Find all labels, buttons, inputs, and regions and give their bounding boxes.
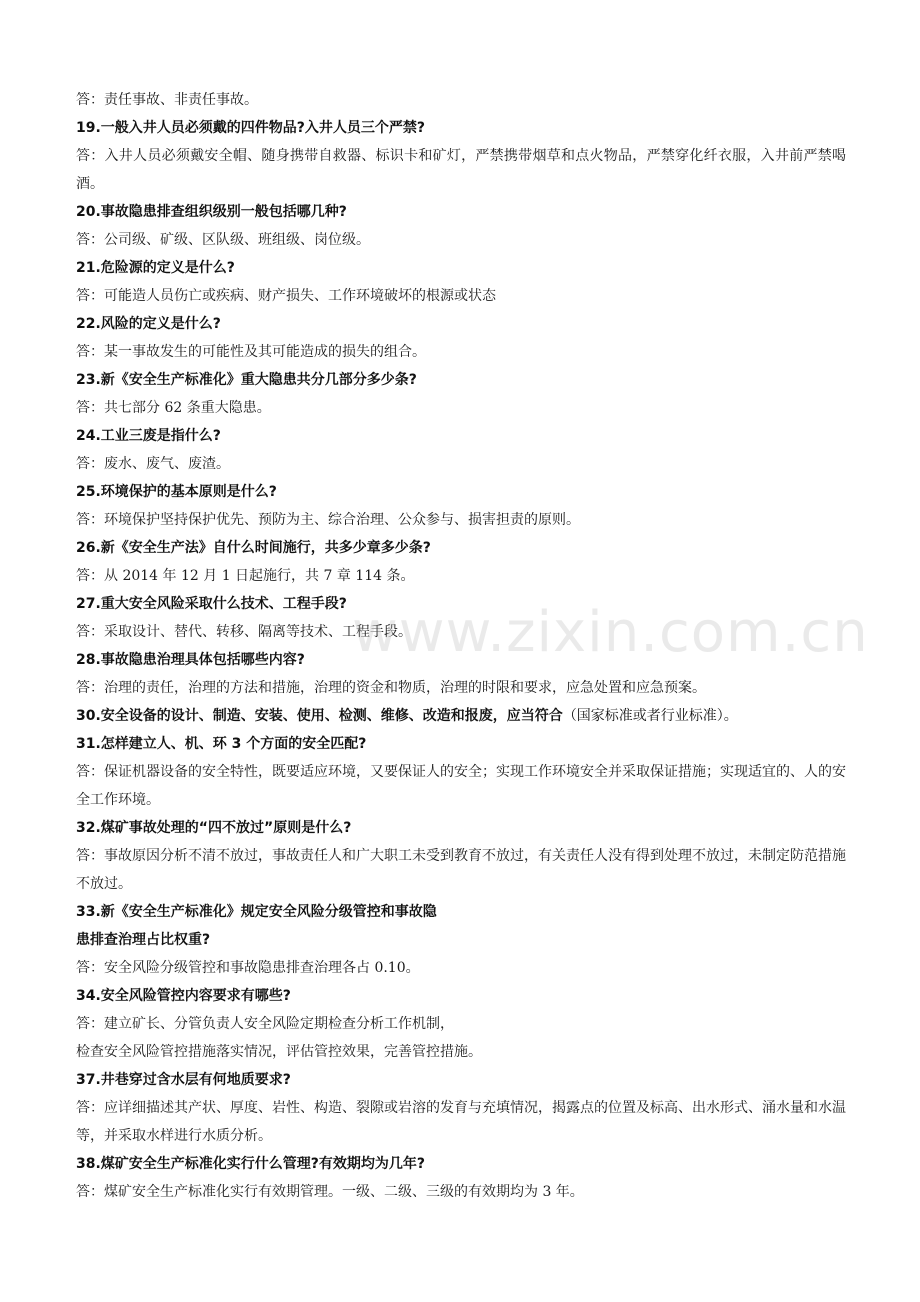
- question-line: 37.井巷穿过含水层有何地质要求?: [76, 1072, 291, 1088]
- document-body: [76, 86, 846, 1206]
- watermark: www.zixin.com.cn: [352, 600, 869, 665]
- question-line: 28.事故隐患治理具体包括哪些内容?: [76, 652, 305, 668]
- answer-line: 检查安全风险管控措施落实情况，评估管控效果，完善管控措施。: [76, 1044, 482, 1060]
- answer-line: 答：从 2014 年 12 月 1 日起施行，共 7 章 114 条。: [76, 568, 415, 584]
- question-line: 31.怎样建立人、机、环 3 个方面的安全匹配?: [76, 736, 367, 752]
- question-line: 33.新《安全生产标准化》规定安全风险分级管控和事故隐: [76, 904, 437, 920]
- answer-line: 答：可能造人员伤亡或疾病、财产损失、工作环境破坏的根源或状态: [76, 288, 496, 304]
- question-line: [76, 702, 846, 730]
- question-line: 26.新《安全生产法》自什么时间施行，共多少章多少条?: [76, 540, 431, 556]
- question-line: 32.煤矿事故处理的“四不放过”原则是什么?: [76, 820, 352, 836]
- question-line: 34.安全风险管控内容要求有哪些?: [76, 988, 291, 1004]
- answer-line: 答：共七部分 62 条重大隐患。: [76, 400, 271, 416]
- answer-line: 答：安全风险分级管控和事故隐患排查治理各占 0.10。: [76, 960, 420, 976]
- question-line: 患排查治理占比权重?: [76, 932, 211, 948]
- answer-line: 答：某一事故发生的可能性及其可能造成的损失的组合。: [76, 344, 426, 360]
- question-line: 20.事故隐患排查组织级别一般包括哪几种?: [76, 204, 347, 220]
- answer-line: 答：应详细描述其产状、厚度、岩性、构造、裂隙或岩溶的发育与充填情况，揭露点的位置及标高、出水形式、涌水量和水温等，并采取水样进行水质分析。: [76, 1100, 846, 1144]
- answer-line: 答：环境保护坚持保护优先、预防为主、综合治理、公众参与、损害担责的原则。: [76, 512, 580, 528]
- question-line: 25.环境保护的基本原则是什么?: [76, 484, 277, 500]
- question-text: 30.安全设备的设计、制造、安装、使用、检测、维修、改造和报废，应当符合: [76, 708, 563, 724]
- answer-line: 答：保证机器设备的安全特性，既要适应环境，又要保证人的安全；实现工作环境安全并采取保证措施；实现适宜的、人的安全工作环境。: [76, 764, 846, 808]
- question-line: 38.煤矿安全生产标准化实行什么管理?有效期均为几年?: [76, 1156, 426, 1172]
- question-line: 24.工业三废是指什么?: [76, 428, 221, 444]
- question-line: 27.重大安全风险采取什么技术、工程手段?: [76, 596, 347, 612]
- answer-line: 答：废水、废气、废渣。: [76, 456, 230, 472]
- answer-line: 答：建立矿长、分管负责人安全风险定期检查分析工作机制，: [76, 1016, 454, 1032]
- question-line: 22.风险的定义是什么?: [76, 316, 221, 332]
- question-line: 23.新《安全生产标准化》重大隐患共分几部分多少条?: [76, 372, 417, 388]
- answer-line: 答：煤矿安全生产标准化实行有效期管理。一级、二级、三级的有效期均为 3 年。: [76, 1184, 584, 1200]
- question-line: 21.危险源的定义是什么?: [76, 260, 235, 276]
- answer-line: 答：公司级、矿级、区队级、班组级、岗位级。: [76, 232, 370, 248]
- answer-line: 答：采取设计、替代、转移、隔离等技术、工程手段。: [76, 624, 412, 640]
- answer-line: 答：入井人员必须戴安全帽、随身携带自救器、标识卡和矿灯，严禁携带烟草和点火物品，严禁穿化纤衣服，入井前严禁喝酒。: [76, 148, 846, 192]
- answer-inline: （国家标准或者行业标准）。: [562, 708, 738, 724]
- answer-line: 答：责任事故、非责任事故。: [76, 92, 258, 108]
- question-line: 19.一般入井人员必须戴的四件物品?入井人员三个严禁?: [76, 120, 426, 136]
- answer-line: 答：治理的责任，治理的方法和措施，治理的资金和物质，治理的时限和要求，应急处置和应急预案。: [76, 680, 706, 696]
- answer-line: 答：事故原因分析不清不放过，事故责任人和广大职工未受到教育不放过，有关责任人没有得到处理不放过，未制定防范措施不放过。: [76, 848, 846, 892]
